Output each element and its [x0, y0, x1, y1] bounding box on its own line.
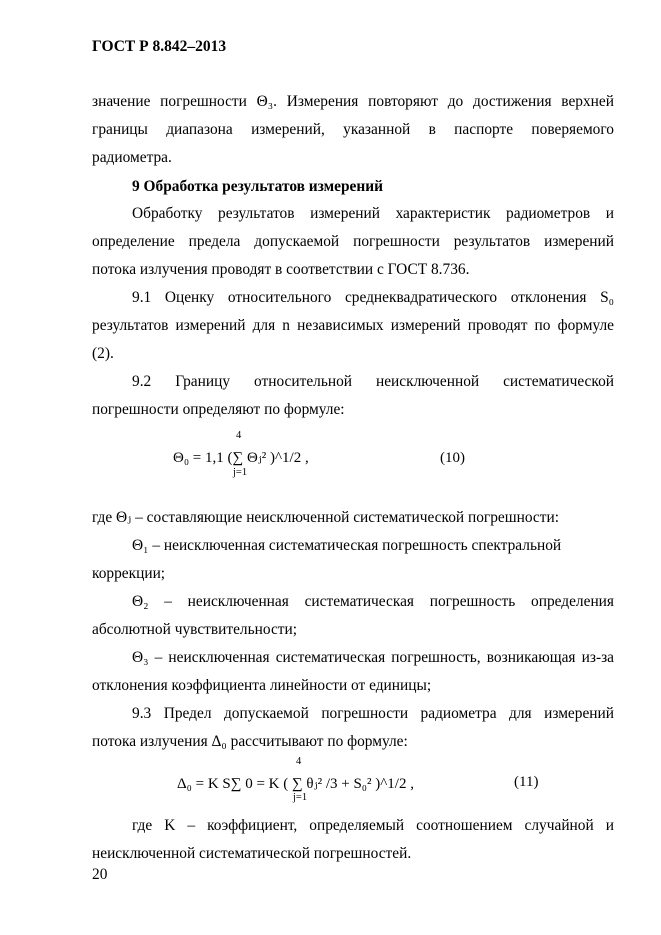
- theta3-line-1: Θ₃ – неисключенная систематическая погрешность, возникающая из-за: [132, 649, 614, 666]
- p1-line-1: Обработку результатов измерений характеристик радиометров и: [132, 205, 614, 222]
- where-intro: где Θⱼ – составляющие неисключенной систематической погрешности:: [92, 509, 559, 526]
- p93-line-1: 9.3 Предел допускаемой погрешности радиометра для измерений: [132, 705, 614, 722]
- p1-line-3: потока излучения проводят в соответствии с ГОСТ 8.736.: [92, 261, 470, 278]
- p91-line-2: результатов измерений для n независимых измерений проводят по формуле: [92, 317, 614, 334]
- intro-line-1: значение погрешности Θ₃. Измерения повторяют до достижения верхней: [92, 93, 614, 110]
- intro-line-3: радиометра.: [92, 149, 172, 166]
- p92-line-2: погрешности определяют по формуле:: [92, 401, 345, 418]
- tail-line-2: неисключенной систематической погрешностей.: [92, 845, 412, 862]
- theta2-line-1: Θ₂ – неисключенная систематическая погрешность определения: [132, 593, 614, 610]
- page-number: 20: [92, 866, 108, 883]
- tail-line-1: где K – коэффициент, определяемый соотношением случайной и: [132, 817, 614, 834]
- formula11-number: (11): [514, 774, 539, 790]
- document-header: ГОСТ Р 8.842–2013: [92, 38, 227, 55]
- intro-line-2: границы диапазона измерений, указанной в паспорте поверяемого: [92, 121, 614, 138]
- theta1-line-1: Θ₁ – неисключенная систематическая погрешность спектральной: [132, 537, 562, 554]
- formula10-lower-limit: j=1: [233, 467, 248, 478]
- p91-line-3: (2).: [92, 345, 114, 362]
- formula10-number: (10): [440, 450, 465, 466]
- p1-line-2: определение предела допускаемой погрешности результатов измерений: [92, 233, 614, 250]
- theta1-line-2: коррекции;: [92, 565, 166, 582]
- theta3-line-2: отклонения коэффициента линейности от единицы;: [92, 677, 432, 694]
- p92-line-1: 9.2 Границу относительной неисключенной систематической: [132, 373, 614, 390]
- theta2-line-2: абсолютной чувствительности;: [92, 621, 298, 638]
- formula11-upper-limit: 4: [296, 756, 302, 767]
- formula11-lower-limit: j=1: [293, 792, 308, 803]
- section-heading: 9 Обработка результатов измерений: [132, 178, 383, 195]
- p91-line-1: 9.1 Оценку относительного среднеквадратического отклонения S₀: [132, 289, 614, 306]
- p93-line-2: потока излучения Δ₀ рассчитывают по формуле:: [92, 733, 408, 750]
- formula10: Θ₀ = 1,1 (∑ Θⱼ² )^1/2 ,: [173, 450, 309, 466]
- formula10-upper-limit: 4: [236, 430, 242, 441]
- formula11: Δ₀ = K S∑ 0 = K ( ∑ θⱼ² /3 + S₀² )^1/2 ,: [177, 776, 414, 792]
